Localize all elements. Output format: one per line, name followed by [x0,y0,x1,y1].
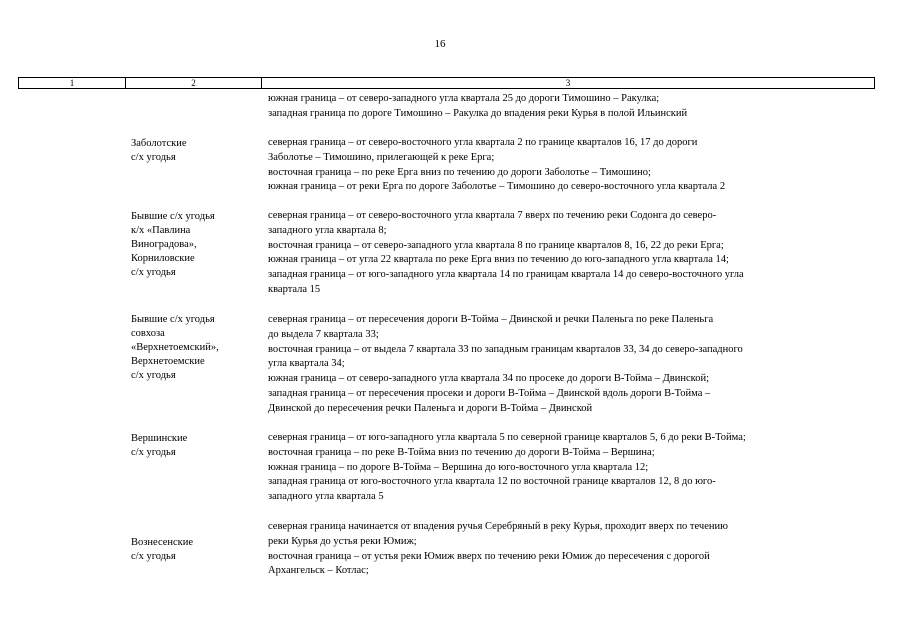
row-0-line-1: западная граница по дороге Тимошино – Ракулка до впадения реки Курья в полой Ильинский [268,107,688,119]
row-1-boundary-text [268,136,878,195]
row-3-name-1: совхоза [131,328,165,339]
row-5-name-1: с/х угодья [131,551,176,562]
row-4-land-name [131,432,261,460]
row-4-line-2: южная граница – по дороге В-Тойма – Вершина до юго-восточного угла квартала 12; [268,461,649,473]
row-4-line-1: восточная граница – по реке В-Тойма вниз по течению до дороги В-Тойма – Вершина; [268,446,655,458]
row-3-line-6: Двинской до пересечения речки Паленьга и дороги В-Тойма – Двинской [268,402,593,414]
row-3-name-2: «Верхнетоемский», [131,342,219,353]
row-3-boundary-text [268,313,878,417]
row-0-line-0: южная граница – от северо-западного угла квартала 25 до дороги Тимошино – Ракулка; [268,93,660,104]
row-4-name-0: Вершинские [131,433,188,444]
row-4-name-1: с/х угодья [131,447,176,458]
header-col-3: 3 [565,78,571,88]
row-4-line-0: северная граница – от юго-западного угла квартала 5 по северной границе кварталов 5, 6 до реки В-Тойма; [268,432,746,443]
row-1-line-3: южная граница – от реки Ерга по дороге Заболотье – Тимошино до северо-восточного угла квартала 2 [268,181,726,193]
row-5-name-0: Вознесенские [131,537,194,548]
row-2-line-3: южная граница – от угла 22 квартала по реке Ерга вниз по течению до юго-западного угла квартала 14; [268,254,729,266]
row-3-name-4: с/х угодья [131,370,176,381]
row-3-line-1: до выдела 7 квартала 33; [268,328,379,340]
row-2-name-1: к/х «Павлина [131,225,191,236]
row-5-land-name [131,536,261,564]
row-3-line-5: западная граница – от пересечения просеки и дороги В-Тойма – Двинской вдоль дороги В-Тойма – [268,387,711,399]
table-header-row [18,77,875,89]
row-5-line-0: северная граница начинается от впадения ручья Серебряный в реку Курья, проходит вверх по течению [268,521,728,532]
row-4-line-3: западная граница от юго-восточного угла квартала 12 по восточной границе кварталов 12, 8 до юго- [268,476,716,488]
row-3-name-3: Верхнетоемские [131,356,205,367]
row-2-name-0: Бывшие с/х угодья [131,211,215,222]
row-3-line-2: восточная граница – от выдела 7 квартала 33 по западным границам кварталов 33, 34 до северо-западного [268,343,743,355]
row-2-line-0: северная граница – от северо-восточного угла квартала 7 вверх по течению реки Содонга до северо- [268,210,717,221]
row-0-boundary-text [268,92,878,122]
row-4-line-4: западного угла квартала 5 [268,491,384,503]
row-3-line-3: угла квартала 34; [268,358,345,370]
page-number: 16 [434,38,446,50]
row-1-name-0: Заболотские [131,138,187,149]
row-3-name-0: Бывшие с/х угодья [131,314,215,325]
header-col-1: 1 [19,78,126,88]
row-4-boundary-text [268,431,878,505]
row-3-line-4: южная граница – от северо-западного угла квартала 34 по просеке до дороги В-Тойма – Двинской; [268,373,709,385]
row-2-name-2: Виноградова», [131,239,197,250]
row-3-land-name [131,313,261,383]
row-1-line-0: северная граница – от северо-восточного угла квартала 2 по границе кварталов 16, 17 до дороги [268,137,698,148]
row-2-name-4: с/х угодья [131,267,176,278]
row-5-line-3: Архангельск – Котлас; [268,565,369,577]
row-2-name-3: Корниловские [131,253,195,264]
row-5-line-2: восточная граница – от устья реки Юмиж вверх по течению реки Юмиж до пересечения с дорогой [268,550,710,562]
header-col-2: 2 [126,78,262,88]
row-2-line-5: квартала 15 [268,283,321,295]
row-1-land-name [131,137,261,165]
row-1-line-2: восточная граница – по реке Ерга вниз по течению до дороги Заболотье – Тимошино; [268,166,651,178]
row-2-line-1: западного угла квартала 8; [268,224,387,236]
row-3-line-0: северная граница – от пересечения дороги В-Тойма – Двинской и речки Паленьга по реке Паленьга [268,314,714,325]
row-5-boundary-text [268,520,878,579]
row-1-line-1: Заболотье – Тимошино, прилегающей к реке Ерга; [268,151,495,163]
row-5-line-1: реки Курья до устья реки Юмиж; [268,535,417,547]
row-2-line-2: восточная граница – от северо-западного угла квартала 8 по границе кварталов 8, 16, 22 до реки Ерга; [268,239,724,251]
row-2-line-4: западная граница – от юго-западного угла квартала 14 по границам квартала 14 до северо-восточного угла [268,269,744,281]
row-2-land-name [131,210,261,280]
row-1-name-1: с/х угодья [131,152,176,163]
row-2-boundary-text [268,209,878,298]
